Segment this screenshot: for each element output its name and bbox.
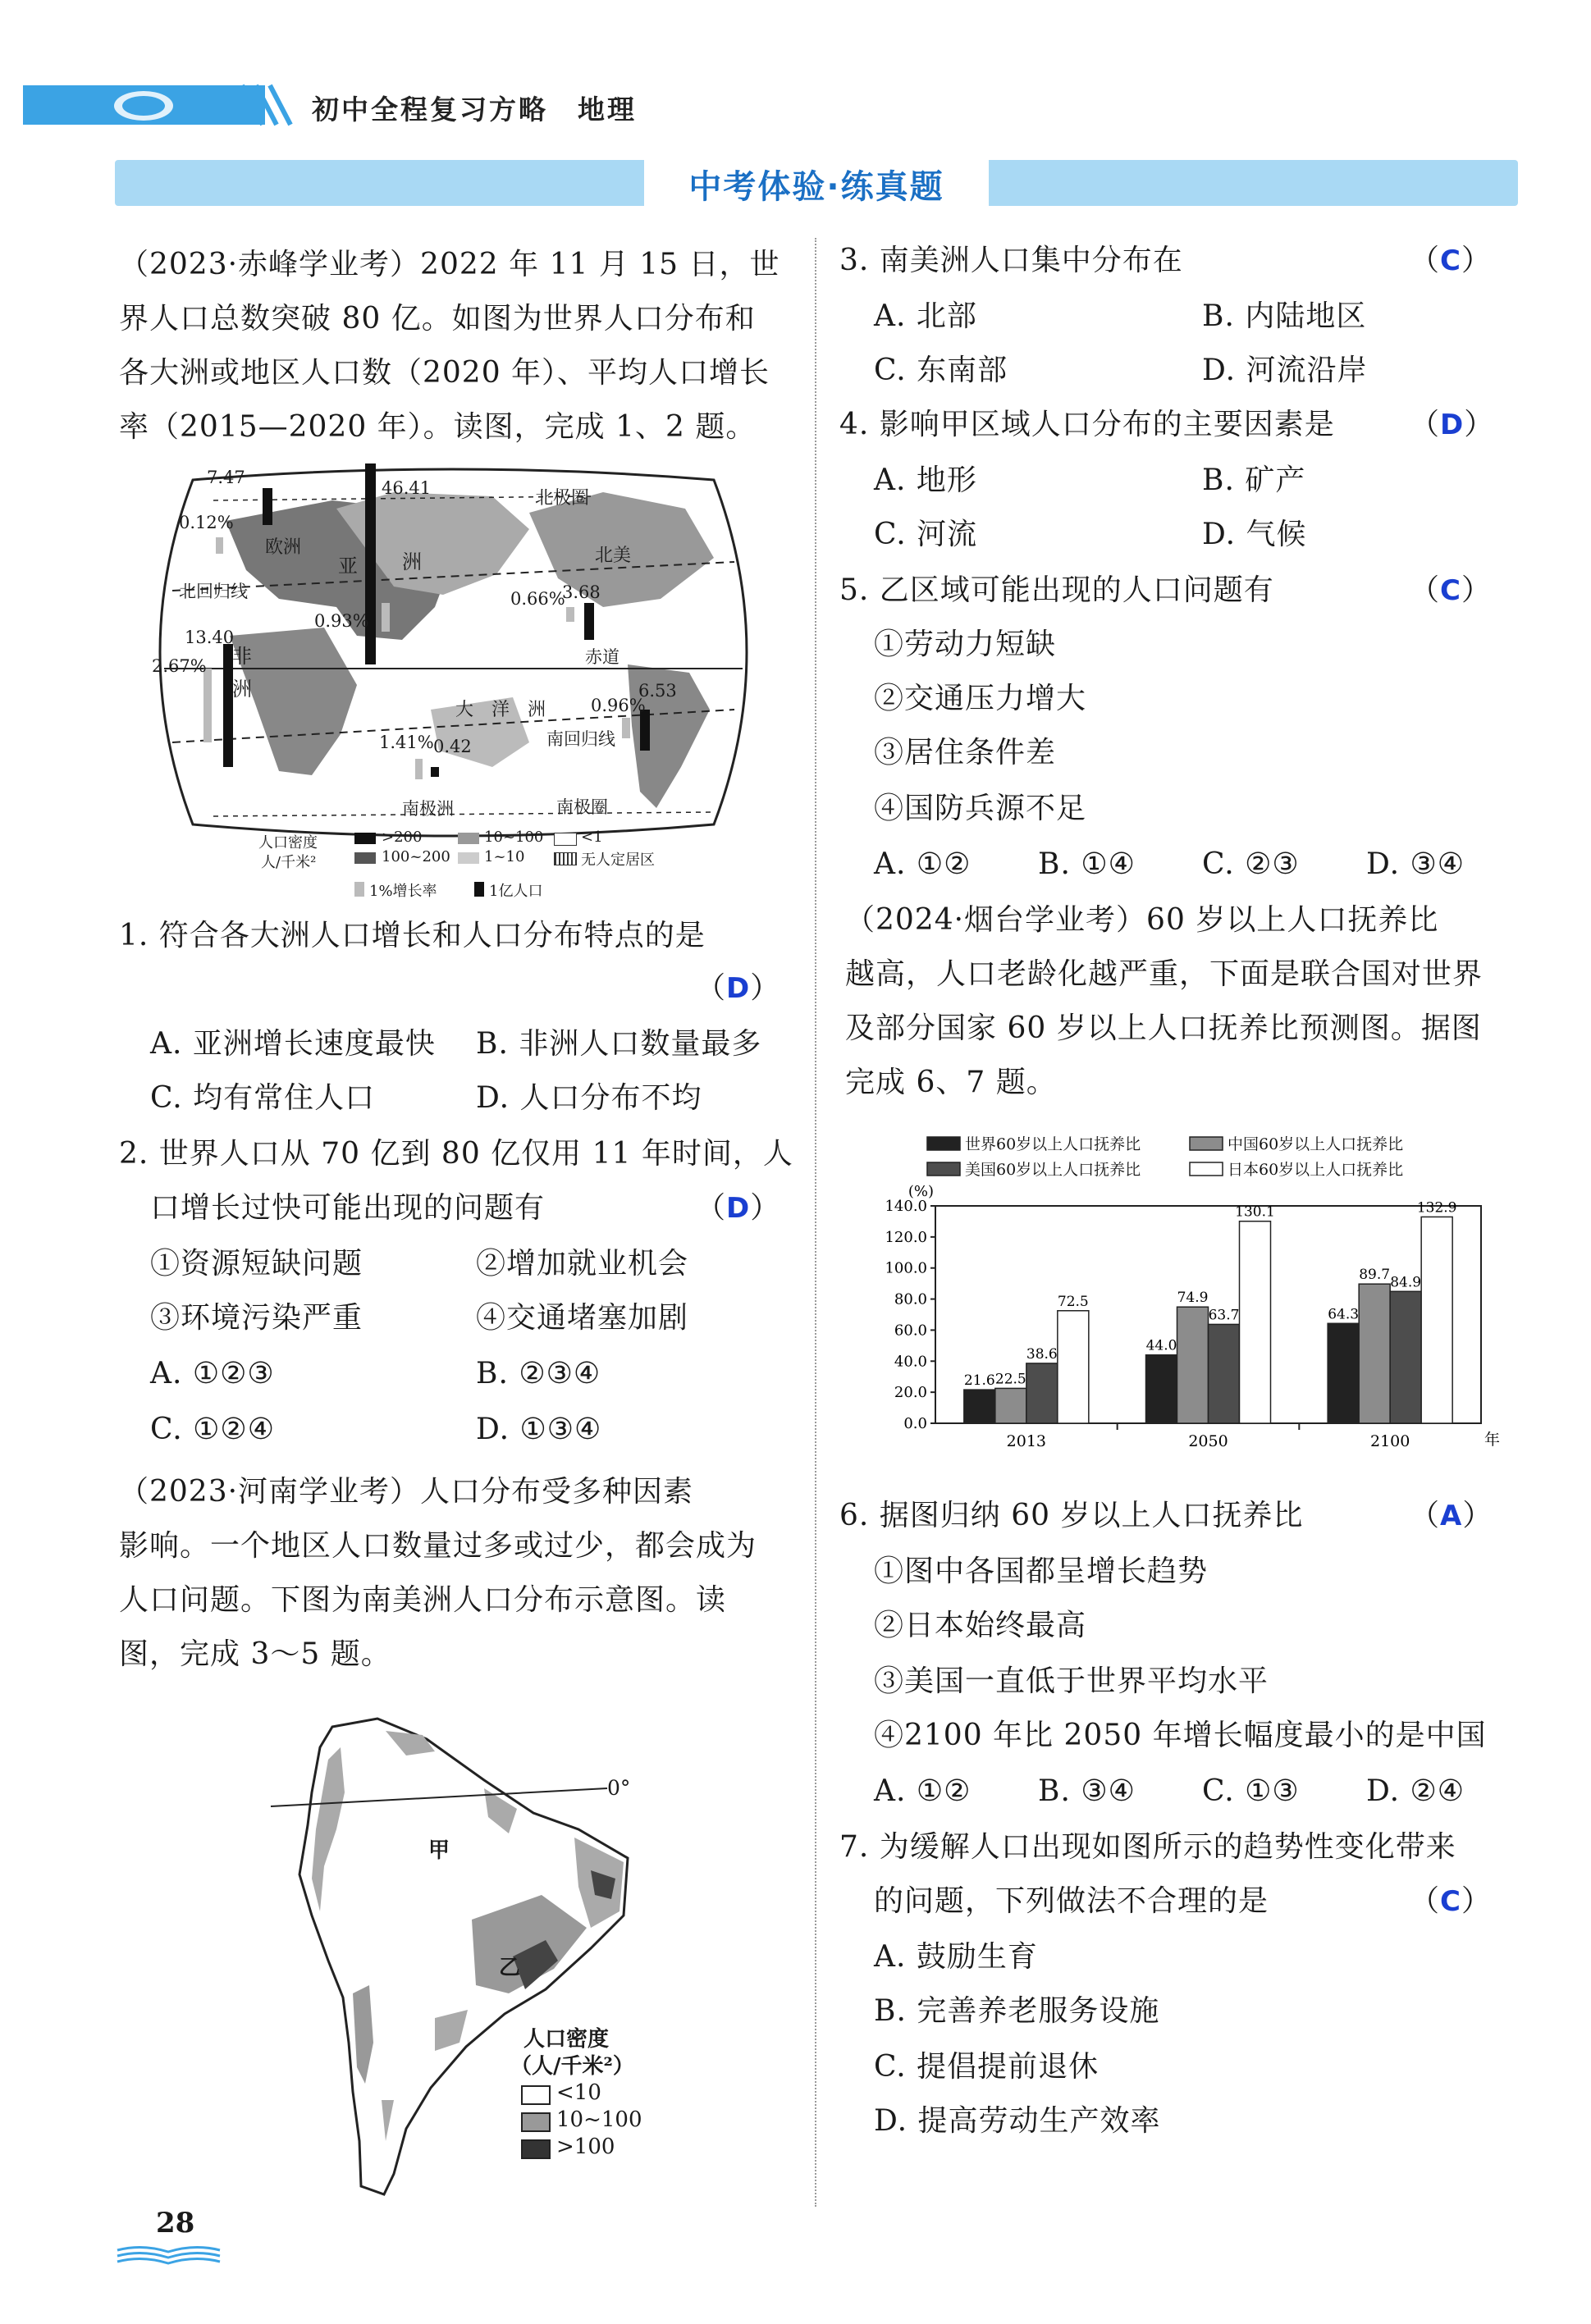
sa-legend-l1: <10	[556, 2080, 601, 2105]
map-label-africa: 非	[232, 645, 252, 668]
na-rate-label: 0.66%	[510, 589, 565, 609]
bar	[1240, 1221, 1271, 1423]
x-tick-label: 2100	[1369, 1432, 1410, 1450]
q2-option-b[interactable]: B. ②③④	[476, 1357, 601, 1390]
q4-option-b[interactable]: B. 矿产	[1202, 463, 1306, 497]
intro3-line2: 越高，人口老龄化越严重，下面是联合国对世界	[845, 957, 1484, 991]
sa-label-yi: 乙	[499, 1956, 521, 1980]
intro2-line2: 影响。一个地区人口数量过多或过少，都会成为	[119, 1529, 757, 1563]
q2-item4: ④交通堵塞加剧	[476, 1301, 689, 1335]
q2-item2: ②增加就业机会	[476, 1247, 689, 1281]
y-tick-label: 140.0	[885, 1198, 927, 1215]
sa-equator-label: 0°	[607, 1776, 631, 1800]
column-divider	[815, 238, 816, 2207]
sa-legend-swatch-3	[521, 2139, 551, 2159]
intro2-line3: 人口问题。下图为南美洲人口分布示意图。读	[119, 1583, 727, 1617]
sa-legend-title1: 人口密度	[523, 2027, 610, 2052]
intro1-line4: 率（2015—2020 年）。读图，完成 1、2 题。	[119, 410, 757, 444]
bar-value-label: 63.7	[1208, 1307, 1240, 1324]
q6-item2: ②日本始终最高	[874, 1609, 1087, 1642]
map-label-tropic-n: 北回归线	[179, 582, 248, 601]
y-tick-label: 120.0	[885, 1228, 927, 1246]
y-tick-label: 0.0	[903, 1415, 927, 1432]
header-title: 初中全程复习方略 地理	[312, 94, 637, 126]
q6-option-d[interactable]: D. ②④	[1366, 1774, 1465, 1808]
q1-stem: 1. 符合各大洲人口增长和人口分布特点的是	[119, 919, 706, 952]
q5-item4: ④国防兵源不足	[874, 792, 1087, 825]
legend-l8: 1亿人口	[489, 883, 543, 900]
legend-label: 日本60岁以上人口抚养比	[1228, 1161, 1404, 1179]
intro1-line2: 界人口总数突破 80 亿。如图为世界人口分布和	[119, 302, 756, 336]
legend-l2: 100~200	[382, 848, 450, 865]
q2-item1: ①资源短缺问题	[150, 1247, 363, 1281]
legend-swatch-6	[554, 852, 577, 865]
q6-stem: 6. 据图归纳 60 岁以上人口抚养比	[839, 1499, 1304, 1532]
bar-value-label: 89.7	[1359, 1267, 1391, 1284]
bar	[1359, 1284, 1390, 1423]
bar-value-label: 64.3	[1328, 1306, 1360, 1323]
x-tick-label: 2050	[1188, 1432, 1228, 1450]
legend-l3: 10~100	[484, 829, 544, 846]
q1-option-d[interactable]: D. 人口分布不均	[476, 1081, 702, 1115]
q7-option-b[interactable]: B. 完善养老服务设施	[874, 1994, 1160, 2028]
bar	[1328, 1323, 1359, 1423]
q3-stem: 3. 南美洲人口集中分布在	[839, 244, 1183, 277]
map-label-tropic-s: 南回归线	[546, 729, 615, 749]
legend-swatch	[1190, 1137, 1223, 1150]
logo-icon	[103, 85, 185, 126]
bar	[1026, 1363, 1058, 1423]
bar-value-label: 132.9	[1416, 1199, 1457, 1217]
q1-option-c[interactable]: C. 均有常住人口	[150, 1081, 376, 1115]
y-tick-label: 40.0	[894, 1353, 927, 1371]
sa-legend-swatch-1	[521, 2085, 551, 2105]
europe-pop-label: 7.47	[207, 468, 245, 487]
q2-item3: ③环境污染严重	[150, 1301, 363, 1335]
legend-l6: 无人定居区	[581, 852, 655, 869]
q3-answer: C	[1440, 244, 1461, 277]
bar	[1177, 1307, 1209, 1423]
bar	[1390, 1291, 1421, 1423]
asia-pop-label: 46.41	[382, 478, 432, 498]
legend-swatch	[927, 1137, 960, 1150]
q5-option-d[interactable]: D. ③④	[1366, 847, 1465, 881]
y-axis-unit: (%)	[908, 1183, 934, 1200]
bar-value-label: 74.9	[1177, 1290, 1209, 1307]
q2-stem-line1: 2. 世界人口从 70 亿到 80 亿仅用 11 年时间，人	[119, 1137, 793, 1171]
bar	[995, 1388, 1026, 1423]
africa-rate-label: 2.67%	[152, 656, 207, 676]
bar-value-label: 21.6	[963, 1372, 995, 1390]
intro3-line4: 完成 6、7 题。	[845, 1066, 1057, 1099]
sa-legend-title2: （人/千米²）	[510, 2054, 634, 2079]
q1-option-b[interactable]: B. 非洲人口数量最多	[476, 1027, 762, 1061]
map-label-europe: 欧洲	[265, 537, 302, 558]
q1-answer: D	[726, 972, 751, 1005]
bar	[964, 1390, 995, 1423]
sa-legend-swatch-2	[521, 2112, 551, 2132]
q2-option-d[interactable]: D. ①③④	[476, 1413, 602, 1446]
legend-l1: >200	[382, 829, 423, 846]
sa-legend-l2: 10~100	[556, 2107, 642, 2132]
legend-swatch-1	[354, 833, 376, 844]
legend-title1: 人口密度	[258, 834, 318, 852]
q7-answer: C	[1440, 1885, 1461, 1918]
book-icon	[113, 2244, 224, 2268]
africa-pop-label: 13.40	[185, 628, 235, 647]
bar-value-label: 84.9	[1390, 1274, 1422, 1291]
q6-option-a[interactable]: A. ①②	[874, 1774, 972, 1808]
bar-value-label: 44.0	[1145, 1337, 1177, 1354]
q4-option-c[interactable]: C. 河流	[874, 518, 978, 551]
legend-swatch-3	[458, 833, 479, 844]
q5-item2: ②交通压力增大	[874, 682, 1087, 715]
legend-label: 世界60岁以上人口抚养比	[965, 1135, 1141, 1153]
y-tick-label: 100.0	[885, 1259, 927, 1277]
bar	[1146, 1355, 1177, 1423]
bar	[1209, 1324, 1240, 1423]
y-tick-label: 20.0	[894, 1384, 927, 1402]
q6-item3: ③美国一直低于世界平均水平	[874, 1664, 1269, 1698]
x-tick-label: 2013	[1006, 1432, 1047, 1450]
na-pop-label: 3.68	[562, 582, 601, 602]
map-label-equator: 赤道	[585, 647, 619, 667]
q7-stem-line2: 的问题，下列做法不合理的是	[874, 1884, 1269, 1918]
map-label-north-pole: 北极圈	[535, 488, 590, 509]
header-stripes-icon	[238, 82, 304, 128]
dependency-ratio-chart	[845, 1124, 1502, 1460]
legend-swatch	[1190, 1162, 1223, 1176]
intro1-line1: （2023·赤峰学业考）2022 年 11 月 15 日，世	[119, 248, 780, 281]
q7-stem-line1: 7. 为缓解人口出现如图所示的趋势性变化带来	[839, 1830, 1456, 1864]
sa-pop-label: 6.53	[638, 681, 677, 701]
q5-option-c[interactable]: C. ②③	[1202, 847, 1300, 881]
y-tick-label: 60.0	[894, 1322, 927, 1340]
legend-swatch-4	[458, 852, 479, 864]
intro2-line1: （2023·河南学业考）人口分布受多种因素	[119, 1475, 694, 1509]
map-label-asia: 亚	[338, 555, 358, 578]
sa-rate-label: 0.96%	[591, 696, 646, 715]
q2-stem-line2: 口增长过快可能出现的问题有	[150, 1191, 546, 1225]
intro3-line1: （2024·烟台学业考）60 岁以上人口抚养比	[845, 903, 1439, 937]
bar-value-label: 72.5	[1057, 1293, 1089, 1310]
europe-rate-label: 0.12%	[179, 513, 234, 532]
q6-item1: ①图中各国都呈增长趋势	[874, 1555, 1209, 1588]
legend-swatch-2	[354, 852, 376, 864]
intro3-line3: 及部分国家 60 岁以上人口抚养比预测图。据图	[845, 1011, 1482, 1045]
x-axis-unit: 年	[1484, 1431, 1501, 1449]
q5-item3: ③居住条件差	[874, 736, 1057, 769]
oc-pop-label: 0.42	[433, 737, 472, 756]
map-label-north-america: 北美	[595, 546, 632, 566]
legend-swatch-5	[554, 833, 577, 846]
q3-option-c[interactable]: C. 东南部	[874, 354, 1008, 387]
q2-option-a[interactable]: A. ①②③	[150, 1357, 275, 1390]
q2-answer: D	[726, 1192, 751, 1225]
legend-title2: 人/千米²	[261, 854, 317, 871]
q3-option-a[interactable]: A. 北部	[874, 299, 977, 333]
map-label-antarctic-circle: 南极圈	[556, 797, 608, 817]
legend-swatch-7	[354, 882, 364, 897]
legend-swatch	[927, 1162, 960, 1176]
q5-stem: 5. 乙区域可能出现的人口问题有	[839, 573, 1274, 607]
bar-value-label: 130.1	[1235, 1203, 1275, 1221]
q2-option-c[interactable]: C. ①②④	[150, 1413, 275, 1446]
legend-swatch-8	[474, 882, 484, 897]
page-number: 28	[156, 2207, 195, 2240]
bar	[1058, 1311, 1089, 1423]
map-label-africa-zhou: 洲	[232, 678, 252, 701]
q3-option-d[interactable]: D. 河流沿岸	[1202, 354, 1368, 387]
bar-value-label: 22.5	[994, 1371, 1026, 1388]
sa-legend-l3: >100	[556, 2135, 615, 2159]
q6-item4: ④2100 年比 2050 年增长幅度最小的是中国	[874, 1719, 1487, 1752]
q4-answer: D	[1440, 409, 1465, 441]
legend-label: 中国60岁以上人口抚养比	[1228, 1135, 1404, 1153]
asia-rate-label: 0.93%	[314, 611, 369, 631]
intro2-line4: 图，完成 3～5 题。	[119, 1637, 391, 1671]
bar-value-label: 38.6	[1026, 1345, 1058, 1363]
map-label-antarctica: 南极洲	[402, 799, 454, 819]
q1-option-a[interactable]: A. 亚洲增长速度最快	[150, 1027, 436, 1061]
q6-option-b[interactable]: B. ③④	[1038, 1774, 1136, 1808]
y-tick-label: 80.0	[894, 1290, 927, 1308]
q4-option-d[interactable]: D. 气候	[1202, 518, 1307, 551]
q4-stem: 4. 影响甲区域人口分布的主要因素是	[839, 408, 1335, 441]
q3-option-b[interactable]: B. 内陆地区	[1202, 299, 1367, 333]
q7-option-d[interactable]: D. 提高劳动生产效率	[874, 2104, 1161, 2138]
q7-option-c[interactable]: C. 提倡提前退休	[874, 2050, 1100, 2084]
q5-item1: ①劳动力短缺	[874, 628, 1057, 661]
intro1-line3: 各大洲或地区人口数（2020 年）、平均人口增长	[119, 356, 770, 390]
legend-l7: 1%增长率	[369, 883, 437, 900]
legend-l4: 1~10	[484, 848, 525, 865]
q5-option-a[interactable]: A. ①②	[874, 847, 972, 881]
section-title: 中考体验·练真题	[688, 168, 944, 206]
oc-rate-label: 1.41%	[379, 733, 434, 752]
bar	[1421, 1217, 1452, 1423]
map-label-oceania: 大 洋 洲	[455, 700, 546, 720]
q6-option-c[interactable]: C. ①③	[1202, 1774, 1300, 1808]
q4-option-a[interactable]: A. 地形	[874, 463, 977, 497]
sa-label-jia: 甲	[428, 1838, 450, 1863]
map-label-zhou: 洲	[402, 550, 422, 573]
q7-option-a[interactable]: A. 鼓励生育	[874, 1940, 1038, 1974]
q5-option-b[interactable]: B. ①④	[1038, 847, 1136, 881]
legend-label: 美国60岁以上人口抚养比	[965, 1161, 1141, 1179]
legend-l5: <1	[581, 829, 603, 846]
q5-answer: C	[1440, 574, 1461, 607]
q6-answer: A	[1440, 1500, 1463, 1532]
